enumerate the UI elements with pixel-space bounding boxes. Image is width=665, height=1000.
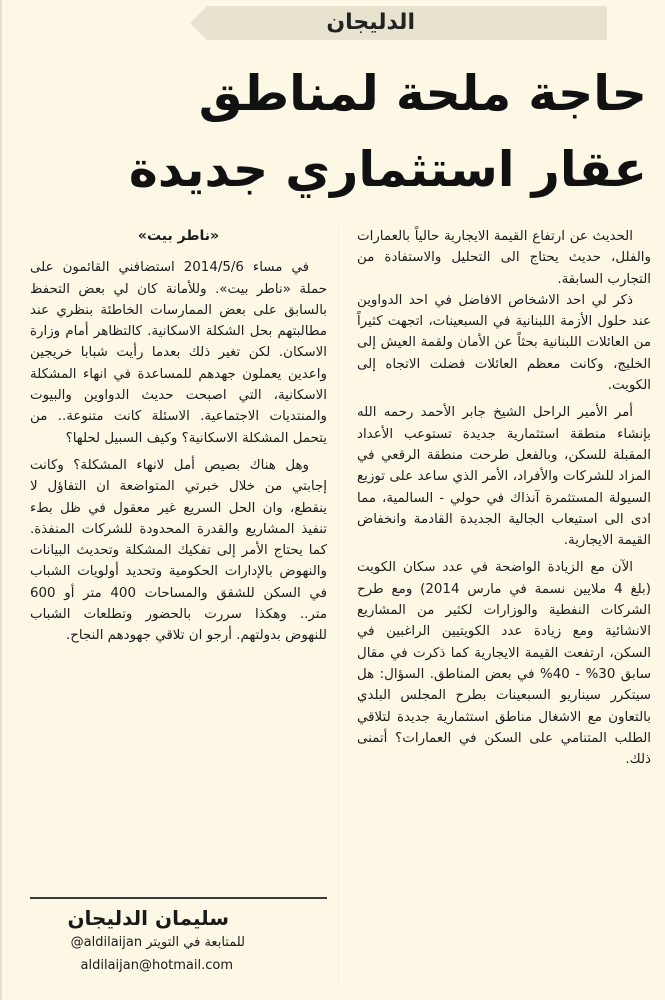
paragraph: وهل هناك بصيص أمل لانهاء المشكلة؟ وكانت إجابتي من خلال خبرتي المتواضعة ان التفاؤل لا ينقطع، وان الحل السريع غير معقول في ظل بطء تنفيذ المشاريع والقدرة المحدودة للشركات المنفذة. كما يحتاج الأمر إلى تفكيك المشكلة وتحديث البيانات والنهوض بالإدارات الحكومية وتحديد أولويات الشباب في السكن للشقق والمساحات 400 متر أو 600 متر.. وهكذا سررت بالحضور وتطلعات الشباب للنهوض بدولتهم. أرجو ان تلاقي جهودهم النجاح. [30,457,327,644]
headline-line-1: حاجة ملحة لمناطق [198,65,647,122]
paragraph: في مساء 2014/5/6 استضافني القائمون على حملة «ناطر بيت». وللأمانة كان لي بعض التحفظ بالسابق على بعض الممارسات الخاطئة بنظري عند مطالبتهم بحل الشكلة الاسكانية. كالتظاهر أمام وزارة الاسكان. لكن تغير ذلك بعدما رأيت شبابا خريجين واعدين يعملون جهدهم للمساعدة في انهاء المشكلة الاسكانية، التي اصبحت حديث الدواوين والبيوت والمنتديات الاجتماعية. الاسئلة كانت متنوعة.. من يتحمل المشكلة الاسكانية؟ وكيف السبيل لحلها؟ [30,260,327,446]
left-text-column [30,226,327,647]
paragraph: الآن مع الزيادة الواضحة في عدد سكان الكويت (بلغ 4 ملايين نسمة في مارس 2014) ومع طرح الشركات النفطية والوزارات لكثير من المشاريع الانشائية ومع زيادة عدد الكويتيين الراغبين في السكن، ارتفعت القيمة الايجارية كما ذكرت في مقال سابق 30% - 40% في بعض المناطق. السؤال: هل سيتكرر سيناريو السبعينات بطرح المجلس البلدي بالتعاون مع الاشغال مناطق استثمارية جديدة لتلاقي الطلب المتنامي على السكن في العمارات؟ أتمنى ذلك. [357,560,651,768]
paragraph: ذكر لي احد الاشخاص الافاضل في احد الدواوين عند حلول الأزمة اللبنانية في السبعينات، اتجهت كثيراً من العائلات اللبنانية بحثاً عن الأمان ولقمة العيش إلى الخليج، وكانت معظم العائلات فضلت الاتجاه إلى الكويت. [357,292,651,394]
paragraph: الحديث عن ارتفاع القيمة الايجارية حالياً بالعمارات والفلل، حديث يحتاج الى التحليل والاستفادة من التجارب السابقة. [357,229,651,287]
author-name: سليمان الدليجان [67,906,229,930]
article-headline [40,56,647,208]
right-text-column [357,226,651,770]
column-divider [341,226,342,988]
author-twitter: للمتابعة في التويتر aldilaijan@ [70,935,245,950]
author-email: aldilaijan@hotmail.com [80,958,233,973]
signature-divider [30,897,327,899]
column-subtitle: «ناطر بيت» [137,228,220,244]
paragraph: أمر الأمير الراحل الشيخ جابر الأحمد رحمه الله بإنشاء منطقة استثمارية جديدة تستوعب الأعداد المقبلة للسكن، وبالفعل طرحت منطقة الرقعي في المزاد للشركات والأفراد، الأمر الذي ساعد على توزيع السيولة المستثمرة آنذاك في حولي - السالمية، مما ادى الى استيعاب الجالية الجديدة القادمة وانخفاض القيمة الايجارية. [357,405,651,549]
section-title: الدليجان [326,10,415,35]
headline-line-2: عقار استثماري جديدة [128,141,647,198]
